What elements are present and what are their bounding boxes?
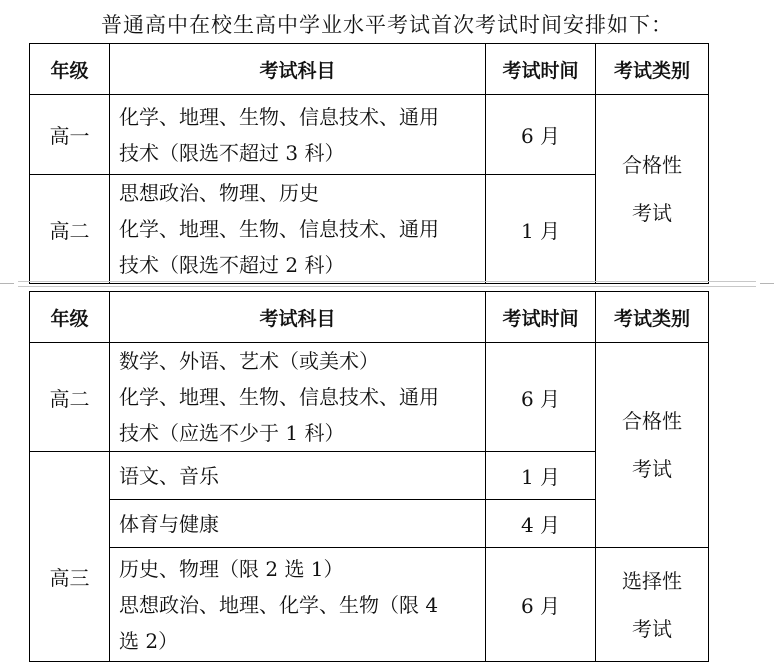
table-row <box>30 343 709 452</box>
page-title: 普通高中在校生高中学业水平考试首次考试时间安排如下： <box>101 13 673 37</box>
category-line: 考试 <box>632 201 672 225</box>
header-category: 考试类别 <box>596 292 709 343</box>
grade-cell: 高二 <box>30 175 110 284</box>
header-subject: 考试科目 <box>110 44 486 95</box>
table-header-row <box>30 292 709 343</box>
subject-line: 思想政治、地理、化学、生物（限 4 <box>119 592 439 617</box>
table-row <box>30 548 709 662</box>
subject-line: 数学、外语、艺术（或美术） <box>119 349 379 373</box>
category-cell <box>596 548 709 662</box>
subject-line: 化学、地理、生物、信息技术、通用 <box>119 217 439 241</box>
subject-line: 历史、物理（限 2 选 1） <box>119 556 344 581</box>
header-time: 考试时间 <box>486 292 596 343</box>
header-time: 考试时间 <box>486 44 596 95</box>
page-break-mark-right <box>760 283 774 284</box>
header-category: 考试类别 <box>596 44 709 95</box>
exam-schedule-table-1 <box>29 43 709 284</box>
header-grade: 年级 <box>30 44 110 95</box>
page-break-line <box>18 281 756 282</box>
subject-line: 思想政治、物理、历史 <box>119 181 319 205</box>
grade-cell: 高三 <box>30 452 110 662</box>
time-cell: 1 月 <box>486 452 596 500</box>
grade-cell: 高二 <box>30 343 110 452</box>
page-break-mark-left <box>0 283 14 284</box>
page-break <box>0 278 774 290</box>
subject-cell <box>110 175 486 284</box>
category-line: 考试 <box>632 457 672 481</box>
category-cell <box>596 343 709 548</box>
subject-cell: 体育与健康 <box>110 500 486 548</box>
category-line: 考试 <box>632 616 672 641</box>
time-cell: 6 月 <box>486 343 596 452</box>
subject-cell: 语文、音乐 <box>110 452 486 500</box>
time-cell: 6 月 <box>486 95 596 175</box>
subject-line: 化学、地理、生物、信息技术、通用 <box>119 385 439 409</box>
header-grade: 年级 <box>30 292 110 343</box>
grade-cell: 高一 <box>30 95 110 175</box>
exam-schedule-table-2 <box>29 291 709 662</box>
subject-cell <box>110 95 486 175</box>
table-header-row <box>30 44 709 95</box>
subject-line: 选 2） <box>119 628 179 653</box>
category-cell <box>596 95 709 284</box>
category-line: 选择性 <box>622 568 682 593</box>
subject-cell <box>110 548 486 662</box>
time-cell: 4 月 <box>486 500 596 548</box>
category-line: 合格性 <box>622 409 682 433</box>
subject-line: 化学、地理、生物、信息技术、通用 <box>119 104 439 129</box>
page-break-line <box>18 286 756 287</box>
subject-line: 技术（限选不超过 3 科） <box>119 140 345 165</box>
category-line: 合格性 <box>622 153 682 177</box>
header-subject: 考试科目 <box>110 292 486 343</box>
table-row <box>30 95 709 175</box>
subject-line: 技术（应选不少于 1 科） <box>119 421 345 445</box>
time-cell: 6 月 <box>486 548 596 662</box>
subject-cell <box>110 343 486 452</box>
time-cell: 1 月 <box>486 175 596 284</box>
subject-line: 技术（限选不超过 2 科） <box>119 253 345 277</box>
